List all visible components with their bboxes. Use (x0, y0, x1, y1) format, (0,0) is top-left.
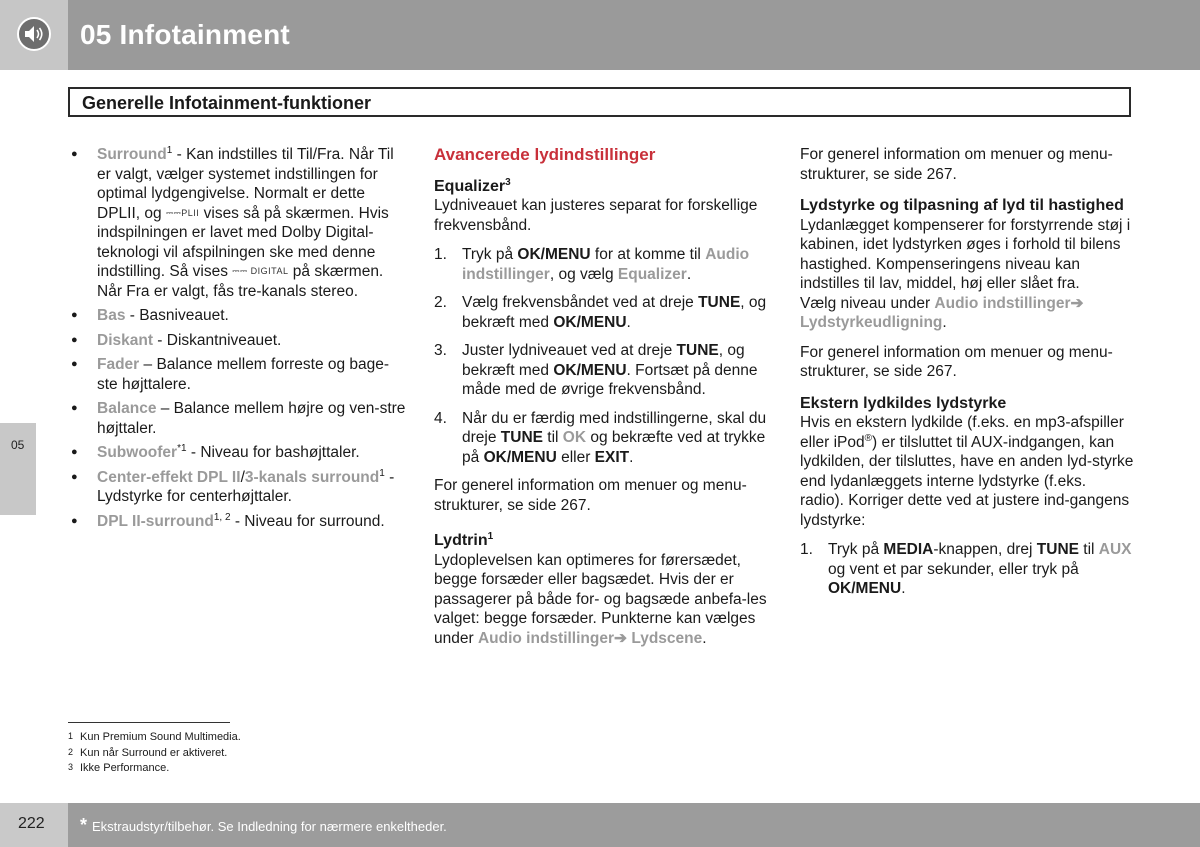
external-source-heading: Ekstern lydkildes lydstyrke (800, 394, 1007, 412)
arrow-right-icon: ➔ (1070, 294, 1084, 312)
item-text: vises så på skærmen. Hvis indspilningen er lavet med Dolby Digital-teknologi vil afspilningen ske med denne indstilling. Så vises (97, 204, 389, 280)
term-surround: Surround (97, 146, 167, 163)
speed-volume-text: Lydanlægget kompenserer for forstyrrende støj i kabinen, idet lydstyrken øges i forhold til bilens hastighed. Kompenseringens niveau kan indstilles til lav, middel, høj eller slået fra. (800, 216, 1131, 292)
term-3-kanals-surround: 3-kanals surround (244, 468, 380, 486)
footnote (68, 729, 241, 745)
key-tune: TUNE (698, 294, 741, 311)
footnote-text: Kun når Surround er aktiveret. (80, 746, 228, 759)
chapter-title: 05 Infotainment (80, 19, 290, 50)
step-text: , og bekræft med (462, 294, 767, 331)
menu-ok: OK (562, 429, 587, 446)
item-text: – Balance mellem højre og ven-stre højttaler. (97, 400, 406, 437)
column-2 (434, 145, 774, 648)
footer-note-bar (68, 803, 1200, 847)
step-text: til (1078, 541, 1099, 558)
step-text: Vælg frekvensbåndet ved at dreje (462, 294, 699, 311)
column-3 (800, 145, 1134, 608)
registered-mark: ® (864, 432, 872, 444)
speaker-icon (22, 22, 46, 46)
item-text: på skærmen. Når Fra er valgt, fås tre-kanals stereo. (97, 263, 384, 300)
list-item (68, 145, 408, 301)
column-1 (68, 145, 408, 536)
list-item (68, 331, 408, 351)
term-fader: Fader (97, 356, 140, 373)
step-text: til (542, 429, 563, 446)
list-item (68, 512, 408, 532)
settings-list (68, 145, 408, 531)
step-number: 1. (434, 246, 447, 263)
step-text: . (901, 580, 906, 597)
term-diskant: Diskant (97, 331, 153, 349)
step-text: . (626, 313, 631, 331)
slash: / (240, 468, 245, 486)
step-text: for at komme til (590, 246, 706, 263)
term-balance: Balance (97, 400, 157, 417)
page-number: 222 (18, 815, 45, 832)
lydtrin-heading (434, 531, 774, 551)
external-source-text (800, 413, 1134, 530)
step-item (800, 540, 1134, 599)
list-item (68, 306, 408, 326)
item-text: - Niveau for surround. (230, 512, 385, 530)
step-number: 1. (800, 541, 813, 558)
equalizer-intro: Lydniveauet kan justeres separat for forskellige frekvensbånd. (434, 197, 758, 234)
footnote-ref: 3 (505, 176, 511, 188)
footnote-divider (68, 722, 230, 723)
dolby-pl2-icon: ⎓⎓PLII (165, 207, 200, 218)
side-tab-label: 05 (11, 438, 25, 452)
paragraph-text: Vælg niveau under (800, 294, 935, 312)
key-ok-menu: OK/MENU (517, 246, 591, 263)
paragraph-text: . (702, 629, 707, 647)
step-text: . (686, 265, 692, 283)
menu-aux: AUX (1098, 541, 1132, 558)
speed-volume-menu-text (800, 294, 1134, 333)
page-footer (0, 803, 1200, 847)
key-ok-menu: OK/MENU (553, 361, 627, 379)
key-tune: TUNE (676, 342, 719, 359)
step-item (434, 293, 774, 332)
item-text: - Diskantniveauet. (153, 331, 282, 349)
equalizer-title: Equalizer (434, 177, 506, 195)
key-ok-menu: OK/MENU (828, 580, 902, 597)
arrow-right-icon: ➔ (614, 629, 628, 647)
equalizer-steps (434, 245, 774, 467)
paragraph-text: ) er tilsluttet til AUX-indgangen, kan lydkilden, der tilsluttes, have en anden lyd-styrke end lydanlæggets interne lydstyrke (f.eks. radio). Korriger dette ved at justere ind-gangens lydstyrke: (800, 433, 1134, 529)
paragraph-text: Lydoplevelsen kan optimeres for førersædet, begge forsæder eller bagsædet. Hvis der er passagerer på både for- og bagsæde anbefa-les valget: begge forsæder. Punkterne kan vælges under (434, 551, 767, 647)
footnote-ref: 1 (166, 145, 173, 156)
item-text: - Kan indstilles til Til/Fra. Når Til er valgt, vælger systemet indstillingen for optimal lydgengivelse. Normalt er dette DPLII, og (97, 146, 394, 222)
step-text: Juster lydniveauet ved at dreje (462, 342, 677, 359)
step-text: , og bekræft med (462, 342, 745, 379)
key-media: MEDIA (883, 541, 934, 558)
footnote-text: Kun Premium Sound Multimedia. (80, 731, 241, 743)
step-text: . Fortsæt på denne måde med de øvrige frekvensbånd. (462, 361, 758, 398)
footnote-number: 1 (68, 731, 74, 741)
list-item (68, 355, 408, 394)
chapter-icon-box (0, 0, 68, 70)
step-number: 3. (434, 342, 447, 359)
footnote-text: Ikke Performance. (80, 762, 170, 774)
step-text: Tryk på (462, 246, 518, 263)
footer-note: Ekstraudstyr/tilbehør. Se Indledning for nærmere enkeltheder. (92, 819, 447, 834)
chapter-side-tab (0, 423, 36, 515)
step-text: og bekræfte ved at trykke på (462, 429, 766, 466)
key-ok-menu: OK/MENU (483, 448, 557, 466)
list-item (68, 399, 408, 438)
step-number: 4. (434, 409, 447, 427)
speed-volume-heading: Lydstyrke og tilpasning af lyd til hastighed (800, 197, 1124, 214)
lydtrin-text (434, 551, 774, 649)
key-exit: EXIT (594, 448, 630, 466)
footnotes (68, 729, 241, 776)
paragraph-text: . (942, 314, 947, 331)
menu-info-text: For generel information om menuer og menu-strukturer, se side 267. (800, 146, 1113, 183)
step-text: Tryk på (828, 541, 884, 558)
asterisk-mark: * (80, 815, 88, 835)
footnote-number: 2 (68, 746, 74, 757)
paragraph-text: Hvis en ekstern lydkilde (f.eks. en mp3-afspiller eller iPod (800, 414, 1124, 451)
item-text: - Niveau for bashøjttaler. (186, 444, 360, 461)
term-subwoofer: Subwoofer (97, 444, 178, 461)
step-text: -knappen, drej (933, 541, 1037, 558)
menu-lydstyrkeudligning: Lydstyrkeudligning (800, 314, 943, 331)
step-number: 2. (434, 294, 447, 311)
key-ok-menu: OK/MENU (553, 313, 627, 331)
menu-equalizer: Equalizer (617, 265, 687, 283)
equalizer-heading (434, 177, 774, 197)
menu-audio-indstillinger: Audio indstillinger (462, 246, 750, 283)
item-text: – Balance mellem forreste og bage-ste højttalere. (97, 356, 390, 393)
step-item (434, 409, 774, 468)
footnote (68, 760, 241, 776)
term-bas: Bas (97, 307, 126, 324)
list-item (68, 468, 408, 507)
page-number-box (0, 803, 68, 847)
menu-info-text: For generel information om menuer og menu-strukturer, se side 267. (434, 477, 747, 514)
section-header (68, 87, 1131, 117)
menu-info-text: For generel information om menuer og menu-strukturer, se side 267. (800, 343, 1113, 380)
step-text: eller (556, 448, 595, 466)
footnote-ref: 1 (379, 467, 385, 479)
footnote-ref: 1 (487, 531, 494, 542)
term-center-effekt: Center-effekt DPL II (97, 468, 241, 486)
external-source-steps (800, 540, 1134, 599)
step-text: og vent et par sekunder, eller tryk på (828, 560, 1079, 578)
term-dpl-ii-surround: DPL II-surround (97, 512, 214, 530)
step-text: , og vælg (549, 265, 618, 283)
key-tune: TUNE (1036, 541, 1079, 558)
step-item (434, 245, 774, 284)
footnote-number: 3 (68, 762, 74, 772)
menu-audio-indstillinger: Audio indstillinger (477, 629, 615, 647)
menu-audio-indstillinger: Audio indstillinger (934, 294, 1071, 312)
list-item (68, 443, 408, 463)
dolby-digital-icon: ⎓⎓ DIGITAL (232, 266, 289, 276)
footnote-ref: 1, 2 (213, 511, 231, 523)
menu-lydscene: Lydscene (631, 629, 703, 647)
item-text: - Lydstyrke for centerhøjttaler. (97, 468, 395, 505)
step-text: . (629, 448, 634, 466)
footnote (68, 745, 241, 761)
step-item (434, 341, 774, 400)
section-title: Generelle Infotainment-funktioner (82, 93, 372, 113)
key-tune: TUNE (500, 429, 543, 446)
chapter-header (0, 0, 1200, 70)
lydtrin-title: Lydtrin (434, 532, 488, 549)
footnote-ref: *1 (177, 443, 187, 454)
advanced-settings-heading: Avancerede lydindstillinger (434, 145, 656, 164)
item-text: - Basniveauet. (125, 307, 229, 324)
step-text: Når du er færdig med indstillingerne, skal du dreje (462, 409, 767, 446)
